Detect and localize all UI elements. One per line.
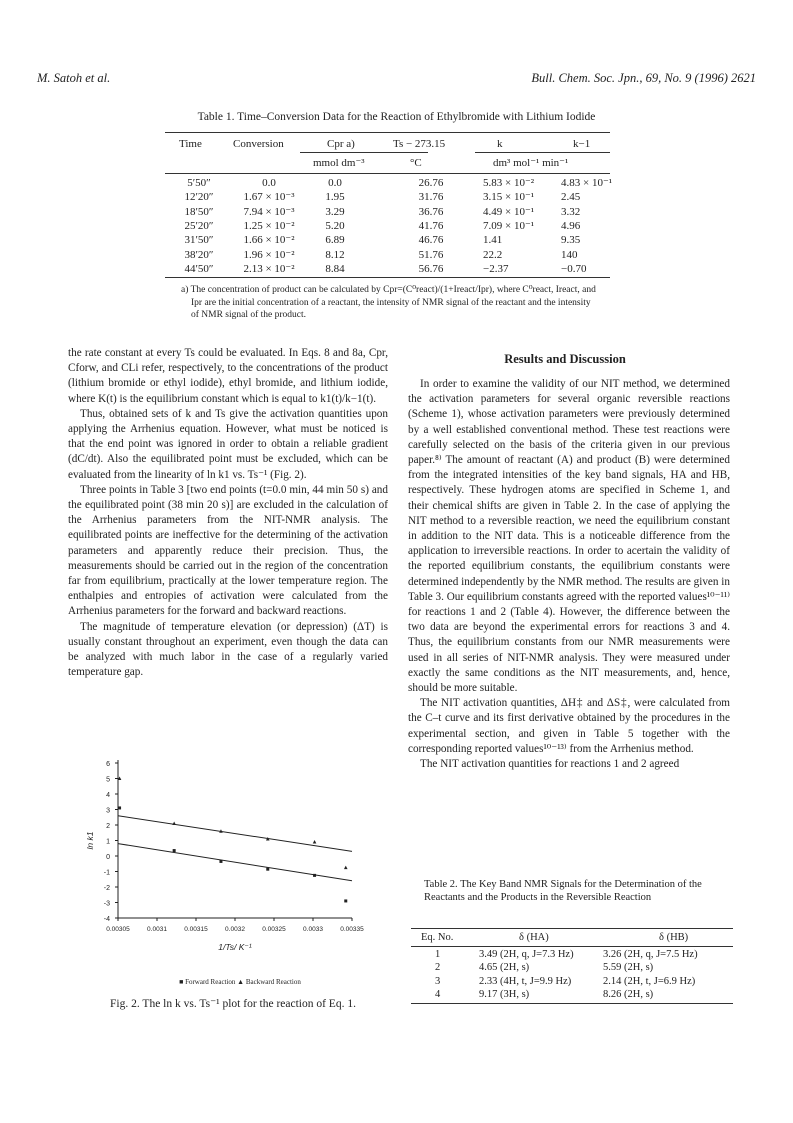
table1-cell: 2.45: [561, 191, 581, 204]
table1-cell: 7.09 × 10⁻¹: [483, 219, 535, 232]
table1-cell: 5′50″: [187, 177, 211, 189]
y-tick-label: 0: [106, 854, 110, 861]
table1-cell: 56.76: [418, 262, 444, 275]
fit-line: [118, 816, 352, 852]
y-tick-label: -3: [103, 900, 110, 908]
x-tick-label: 0.00325: [262, 926, 286, 933]
table2-cell: 4.65 (2H, s): [479, 962, 530, 974]
table1-cell: 8.12: [325, 248, 345, 261]
table2-header-row: [411, 931, 733, 944]
table1-sub-rule-k: [475, 152, 610, 153]
table1-header-cpr: Cpr a): [327, 138, 355, 150]
table2-row: [411, 988, 733, 1001]
table1-header-kminus1: k−1: [573, 138, 591, 150]
data-point-forward: [313, 874, 316, 877]
table2-cell: 2.14 (2H, t, J=6.9 Hz): [603, 975, 696, 987]
table1-cell: 36.76: [418, 205, 444, 218]
table2-header-hb: δ (HB): [659, 932, 689, 943]
y-tick-label: -4: [103, 916, 110, 923]
table2-header-rule: [411, 946, 733, 947]
table1-cell: 1.96 × 10⁻²: [243, 248, 295, 261]
y-axis-label: ln k1: [85, 831, 95, 850]
figure2-legend: ■ Forward Reaction ▲ Backward Reaction: [179, 978, 301, 986]
table2-row: [411, 961, 733, 974]
table1-cell: 12′20″: [184, 191, 214, 204]
table1-cell: 25′20″: [184, 219, 214, 232]
table1-cell: 1.41: [483, 234, 503, 247]
table2-bottom-rule: [411, 1003, 733, 1004]
table1-units-row: [165, 156, 610, 170]
table1-unit-k: dm³ mol⁻¹ min⁻¹: [493, 157, 569, 169]
table1-row: [165, 205, 610, 219]
table1-cell: 1.95: [325, 191, 345, 204]
left-column-text: [68, 346, 388, 680]
paragraph: In order to examine the validity of our NIT method, we determined the activation parameters for several organic reversible reactions (Scheme 1), whose activation parameters were previously determined by a well established conventional method. These test reactions were carefully selected on the basis of the criteria given in our previous paper.⁸⁾ The amount of reactant (A) and product (B) were determined from the integrated intensities of the key band signals, HA and HB, respectively. These hydrogen atoms are specified in Scheme 1, and their chemical shifts are given in Table 2. In the case of applying the NIT method to a reversible reaction, we need the equilibrium constant in addition to the NIT data. This is a noticeable difference from the application to irreversible reactions. In order to acertain the validity of the reported equilibrium constants, the equilibrium constants were determined independently by the NMR method. The results are given in Table 3. Our equilibrium constants agreed with the reported values¹⁰⁻¹¹⁾ for reactions 1 and 2 (Table 4). However, the difference between the two data are beyond the experimental errors for reactions 3 and 4. Thus, the equilibrium constants from our NMR measurements were used in all series of NIT-NMR analysis. They were measured under exactly the same conditions as the NIT measurements, and, hence, should be more suitable.: [408, 378, 730, 695]
x-tick-label: 0.00335: [340, 926, 364, 933]
table2-row: [411, 948, 733, 961]
table2-cell: 8.26 (2H, s): [603, 989, 654, 1001]
table1-cell: 51.76: [418, 248, 444, 261]
table1-cell: 3.32: [561, 205, 581, 218]
footnote-line: a) The concentration of product can be calculated by Cpr=(C⁰react)/(1+Ireact/Ipr), where C⁰react, Ireact, and: [181, 285, 596, 295]
data-point-backward: [344, 866, 348, 870]
x-tick-label: 0.0032: [225, 926, 245, 933]
paragraph: The NIT activation quantities, ΔH‡ and ΔS‡, were calculated from the C–t curve and its first derivative obtained by the procedures in the experimental section, and given in Table 5 together with the corresponding reported values¹⁰⁻¹³⁾ from the Arrhenius method.: [408, 697, 730, 755]
y-tick-label: -1: [103, 869, 110, 877]
footnote-line: Ipr are the initial concentration of a reactant, the intensity of NMR signal of the reactant and the intensity: [191, 297, 591, 308]
x-tick-label: 0.0031: [147, 926, 167, 933]
table2-cell: 2: [435, 962, 441, 974]
table1-top-rule: [165, 132, 610, 133]
table2-row: [411, 975, 733, 988]
table1-row: [165, 248, 610, 262]
table1-row: [165, 190, 610, 204]
table1-cell: 18′50″: [184, 205, 214, 218]
y-tick-label: 1: [106, 838, 110, 846]
table1-cell: 5.20: [325, 219, 345, 232]
table1-cell: 4.83 × 10⁻¹: [561, 177, 613, 189]
table1-cell: 3.15 × 10⁻¹: [483, 191, 535, 204]
table1-cell: 1.67 × 10⁻³: [243, 191, 295, 204]
y-tick-label: 6: [106, 761, 110, 768]
table1-caption: Table 1. Time–Conversion Data for the Reaction of Ethylbromide with Lithium Iodide: [197, 111, 596, 123]
paragraph: Three points in Table 3 [two end points (t=0.0 min, 44 min 50 s) and the equilibrated point (38 min 20 s)] are excluded in the calculation of the Arrhenius parameters from the NIT-NMR analysis. The equilibrated points are ineffective for the determining of the activation parameters and apparently reduce their precision. Thus, the measurements should be carried out in the region of the concentration far from equilibrium, practically at the lower temperature region. The enthalpies and entropies of activation were calculated from the Arrhenius parameters for the forward and backward reactions.: [68, 483, 388, 618]
y-tick-label: 3: [106, 807, 110, 815]
table1-header-ts: Ts − 273.15: [393, 138, 446, 150]
table1-cell: 8.84: [325, 262, 345, 275]
data-point-forward: [219, 860, 222, 863]
data-point-forward: [173, 849, 176, 852]
table1-cell: 1.25 × 10⁻²: [243, 219, 295, 232]
table1-unit-ts: °C: [410, 157, 422, 169]
table2-cell: 2.33 (4H, t, J=9.9 Hz): [479, 975, 572, 987]
table2-cell: 9.17 (3H, s): [479, 989, 530, 1001]
table1-cell: 3.29: [325, 205, 345, 218]
y-tick-label: 5: [106, 776, 110, 784]
table1-footnote: [181, 284, 621, 322]
y-tick-label: 2: [106, 823, 110, 830]
paragraph: The magnitude of temperature elevation (or depression) (ΔT) is usually constant throughout an experiment, even though the data can be analyzed with much labor in the case of a regularly varied temperature gap.: [68, 620, 388, 679]
data-point-forward: [266, 868, 269, 871]
x-tick-label: 0.00305: [106, 926, 130, 933]
table1-cell: 0.0: [328, 177, 342, 189]
table1-cell: 46.76: [418, 234, 444, 247]
table2-cell: 3: [435, 975, 441, 987]
table1-cell: 7.94 × 10⁻³: [243, 205, 295, 218]
table1-header-k: k: [497, 138, 503, 150]
table1-cell: −2.37: [483, 262, 509, 275]
table2-cell: 5.59 (2H, s): [603, 962, 654, 974]
figure2-chart: [60, 752, 390, 977]
table1-cell: 2.13 × 10⁻²: [243, 262, 295, 275]
table1-header-row: [165, 137, 610, 151]
table1-cell: 4.96: [561, 219, 581, 232]
y-tick-label: 4: [106, 792, 110, 799]
table1-cell: 38′20″: [184, 248, 214, 261]
footnote-line: of NMR signal of the product.: [191, 310, 307, 320]
table2-header-ha: δ (HA): [519, 932, 549, 943]
paragraph: The NIT activation quantities for reactions 1 and 2 agreed: [420, 758, 680, 771]
table1-header-time: Time: [179, 138, 202, 150]
y-tick-label: -2: [103, 885, 110, 892]
table1-cell: 140: [561, 248, 578, 261]
table1-row: [165, 233, 610, 247]
data-point-backward: [313, 840, 317, 844]
table1-cell: 26.76: [418, 177, 444, 189]
table1-cell: 9.35: [561, 234, 581, 247]
table1-header-rule: [165, 173, 610, 174]
running-author: M. Satoh et al.: [37, 71, 111, 85]
table2-caption: Table 2. The Key Band NMR Signals for the Determination of the Reactants and the Products in the Reversible Reaction: [424, 879, 702, 903]
table1-cell: 6.89: [325, 234, 345, 247]
table1-bottom-rule: [165, 277, 610, 278]
table2-top-rule: [411, 928, 733, 929]
table1-cell: 44′50″: [184, 262, 214, 275]
table1-row: [165, 219, 610, 233]
table2-cell: 4: [435, 989, 441, 1001]
table2-cell: 3.26 (2H, q, J=7.5 Hz): [603, 949, 698, 960]
journal-citation: Bull. Chem. Soc. Jpn., 69, No. 9 (1996) 2621: [531, 71, 756, 85]
table1-row: [165, 262, 610, 276]
table1-cell: 4.49 × 10⁻¹: [483, 205, 535, 218]
paragraph: Thus, obtained sets of k and Ts give the activation quantities upon applying the Arrhenius equation. However, what must be noticed is that the end point was ignored in order to obtain a reliable gradient (dC/dt). Also the equilibrated point must be excluded, which can be evaluated from the linearity of ln k1 vs. Ts⁻¹ (Fig. 2).: [68, 407, 388, 481]
x-tick-label: 0.00315: [184, 926, 208, 933]
x-tick-label: 0.0033: [303, 926, 323, 933]
figure2-caption: Fig. 2. The ln k vs. Ts⁻¹ plot for the reaction of Eq. 1.: [110, 998, 356, 1010]
table1-sub-rule: [300, 152, 428, 153]
right-column-text: [408, 377, 730, 772]
table1-cell: −0.70: [561, 262, 587, 275]
table1-cell: 1.66 × 10⁻²: [243, 234, 295, 247]
table1-cell: 31′50″: [184, 234, 214, 247]
table1-cell: 0.0: [262, 177, 276, 189]
table1-cell: 5.83 × 10⁻²: [483, 177, 535, 189]
data-point-forward: [118, 806, 121, 809]
table2-cell: 1: [435, 949, 441, 960]
table1-cell: 22.2: [483, 248, 503, 261]
data-point-backward: [172, 821, 176, 825]
section-heading: Results and Discussion: [504, 352, 626, 366]
data-point-forward: [344, 899, 347, 902]
table1-cell: 31.76: [418, 191, 444, 204]
table1-unit-cpr: mmol dm⁻³: [313, 157, 365, 169]
paragraph: the rate constant at every Ts could be evaluated. In Eqs. 8 and 8a, Cpr, Cforw, and CLi refer, respectively, to the concentrations of the product (lithium bromide or ethyl iodide), ethyl bromide, and lithium iodide, where K(t) is the equilibrium constant which is equal to k1(t)/k−1(t).: [68, 347, 388, 405]
table2-cell: 3.49 (2H, q, J=7.3 Hz): [479, 949, 574, 960]
fit-line: [118, 844, 352, 881]
table1-header-conversion: Conversion: [233, 138, 284, 150]
table2-header-eq: Eq. No.: [421, 932, 454, 943]
table1-cell: 41.76: [418, 219, 444, 232]
table1-row: [165, 176, 613, 190]
x-axis-label: 1/Ts/ K⁻¹: [218, 942, 252, 952]
